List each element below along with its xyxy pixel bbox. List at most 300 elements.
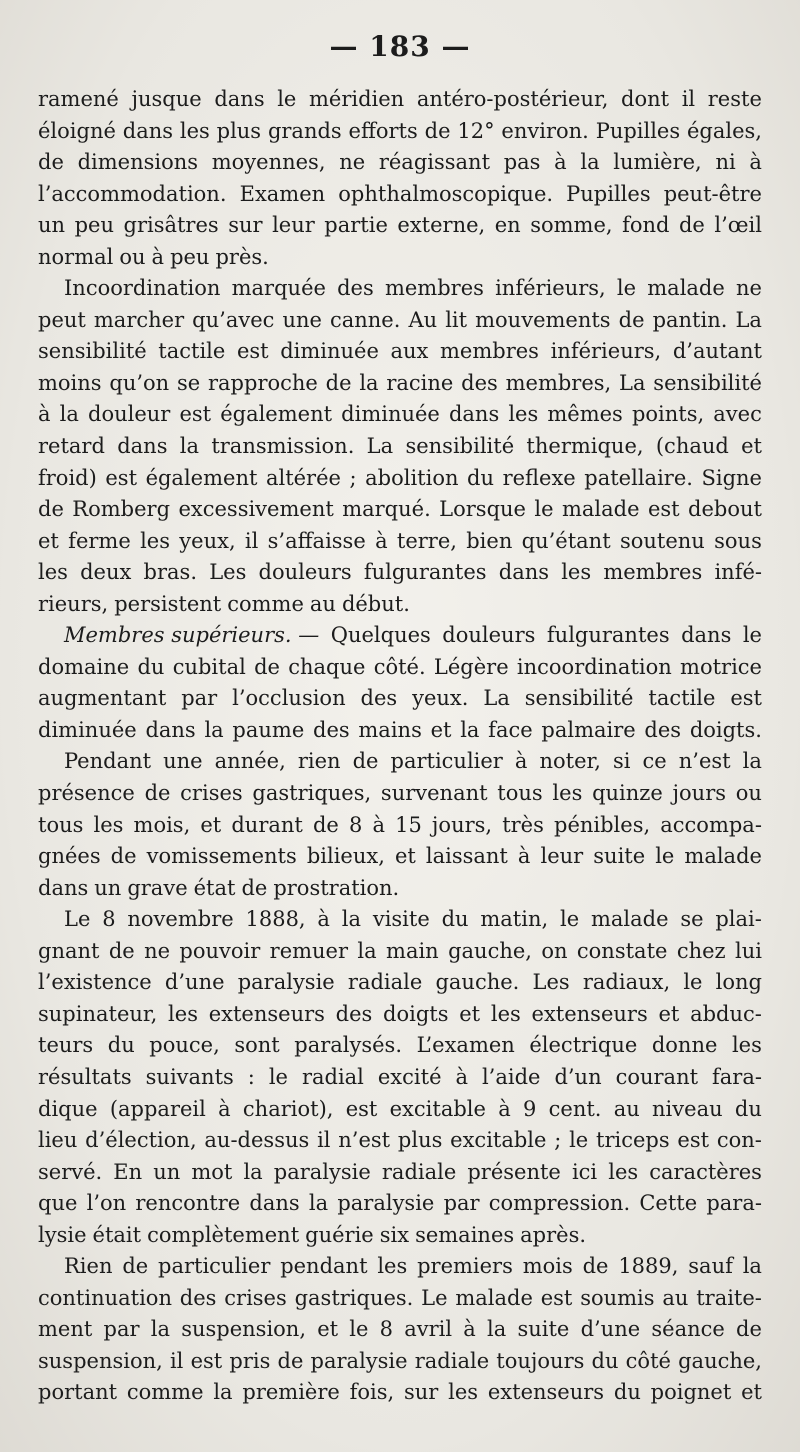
word: les [140,528,170,553]
word: le [569,1128,589,1153]
text-line [38,147,762,179]
text-line [38,1220,762,1252]
word: l’occlusion [232,686,346,711]
word: les [168,1001,198,1026]
text-line [38,873,762,905]
word: le [655,844,675,869]
text-line [38,242,762,274]
text-line [38,1125,762,1157]
word: En [113,1159,143,1184]
word: de [122,1254,149,1279]
word: abduc- [690,1001,762,1026]
word: pouvoir [179,938,261,963]
word: 1888, [245,907,306,932]
word: Romberg [72,497,171,522]
word: mois, [133,812,191,837]
word: sur [228,213,263,238]
word: Légère [433,654,509,679]
word: Incoordination [64,276,221,301]
word: Quelques [330,623,431,648]
text-line [38,620,762,652]
word: 9 [522,1096,537,1121]
word: paralysie [237,970,335,995]
word: également [220,402,333,427]
word: la [742,1254,762,1279]
word: et [38,528,59,553]
word: survenant [380,781,488,806]
word: de [424,118,451,143]
word: partie [324,213,388,238]
text-line [38,305,762,337]
word: au [613,1096,640,1121]
word: comme [227,591,304,616]
word: comme [126,1380,204,1405]
word: persistent [114,591,222,616]
word: Le [64,907,91,932]
word: et [741,434,762,459]
word: la [308,1191,329,1216]
word: reste [707,87,762,111]
word: que [38,1191,78,1216]
word: chez [676,938,726,963]
word: environ. [501,118,589,143]
text-line [38,810,762,842]
section-heading-italic: Membres supérieurs. — [64,623,320,648]
text-line [38,273,762,305]
word: des [360,686,398,711]
word: près. [215,244,269,269]
word: également [145,465,258,490]
text-line [38,841,762,873]
word: et [741,1380,762,1405]
word: soutenu [619,528,705,553]
word: dans [249,1191,300,1216]
word: ou [119,244,146,269]
word: membres [603,560,703,585]
word: pantin. [652,307,728,332]
word: Cette [639,1191,698,1216]
word: marqué. [342,497,431,522]
word: Lorsque [439,497,526,522]
word: noter, [539,749,601,774]
word: membres [440,339,539,364]
word: de [110,844,137,869]
word: l’œil [714,213,762,238]
word: du [467,465,495,490]
word: après. [520,1222,587,1247]
word: rencontre [135,1191,241,1216]
word: la [179,434,200,459]
word: sensibilité [653,370,762,395]
word: fulgurantes [363,560,487,585]
word: (chaud [655,434,729,459]
word: 8 [102,907,116,932]
page-number: — 183 — [329,30,471,63]
word: ramené [38,87,119,111]
word: long [715,970,762,995]
word: paume [232,717,305,742]
word: à [554,150,567,175]
word: les [93,812,124,837]
text-line [38,116,762,148]
word: malade [684,844,762,869]
word: pas [503,150,541,175]
word: dans [145,717,196,742]
word: augmentant [38,686,167,711]
word: ; [554,1128,562,1153]
word: les [38,560,68,585]
word: reflexe [502,465,576,490]
word: s’affaisse [267,528,366,553]
word: 15 [395,812,422,837]
word: d’autant [672,339,762,364]
text-line [38,1188,762,1220]
word: malade [647,276,725,301]
word: supinateur, [38,1001,158,1026]
word: transmission. [211,434,355,459]
word: d’élection, [85,1128,197,1153]
word: ici [571,1159,598,1184]
word: côté [625,1348,671,1373]
word: bilieux, [306,844,385,869]
word: est [345,1096,378,1121]
word: peut-être [663,181,762,206]
word: chariot), [242,1096,334,1121]
word: cent. [548,1096,602,1121]
word: excessivement [178,497,334,522]
word: la [243,1159,263,1184]
word: au [309,591,336,616]
word: membres, [505,370,612,395]
word: les [490,1001,521,1026]
word: La [619,370,646,395]
word: somme, [530,213,613,238]
word: diminuée [341,402,440,427]
text-line [38,1094,762,1126]
word: n’est [338,1128,391,1153]
word: tous [497,781,543,806]
text-line [38,1157,762,1189]
word: pendant [280,1254,368,1279]
word: pénibles, [554,812,651,837]
text-line [38,589,762,621]
word: égales, [686,118,762,143]
word: au-dessus [204,1128,310,1153]
word: et [658,1001,680,1026]
word: un [153,1159,181,1184]
word: malade [561,497,640,522]
word: servé. [38,1159,103,1184]
word: suite [517,1317,570,1342]
word: infé- [714,560,762,585]
word: de [582,1254,609,1279]
word: des [337,276,374,301]
word: lieu [38,1128,78,1153]
word: à [498,1096,511,1121]
word: une [163,749,203,774]
word: au [662,1285,689,1310]
word: ophthalmoscopique. [338,181,554,206]
word: Les [209,560,247,585]
word: est [105,465,138,490]
word: pouce, [149,1033,220,1058]
word: motrice [680,654,762,679]
word: marquée [231,276,326,301]
word: d’une [580,1317,641,1342]
word: prostration. [273,875,400,900]
word: radiale [381,1159,457,1184]
word: les [552,781,583,806]
word: durant [231,812,303,837]
word: bras. [143,560,198,585]
word: fulgurantes [546,623,670,648]
word: grands [267,118,342,143]
word: du [734,1096,762,1121]
word: leur [272,213,315,238]
word: niveau [652,1096,723,1121]
word: si [612,749,631,774]
word: guérie [305,1222,374,1247]
word: les [731,1033,762,1058]
word: grisâtres [123,213,219,238]
word: et [317,1317,339,1342]
word: palmaire [541,717,636,742]
body-text [38,84,762,1409]
word: l’accommodation. [38,181,227,206]
word: la [357,938,377,963]
word: qu’étant [521,528,611,553]
word: paralysés. [294,1033,403,1058]
text-line [38,652,762,684]
word: cubital [172,654,246,679]
word: le [559,907,580,932]
word: et [394,844,416,869]
word: mêmes [547,402,623,427]
word: Les [532,970,570,995]
word: excité [377,1064,442,1089]
word: du [441,907,469,932]
word: est [190,1348,223,1373]
word: fara- [712,1064,762,1089]
word: peut [38,307,86,332]
word: à [317,907,330,932]
text-line [38,999,762,1031]
text-line [38,399,762,431]
word: sur [404,1380,439,1405]
word: la [742,749,762,774]
word: les [608,1159,639,1184]
word: la [204,717,224,742]
word: un [94,875,122,900]
word: premiers [417,1254,513,1279]
word: dans [681,623,732,648]
word: la [150,1317,170,1342]
word: extenseurs [208,1001,325,1026]
word: à [455,1064,468,1089]
word: à [38,402,51,427]
word: électrique [529,1033,638,1058]
word: (appareil [109,1096,206,1121]
word: de [38,150,64,175]
word: altérée [265,465,341,490]
word: rapproche [208,370,318,395]
word: lit [445,307,468,332]
word: excitable [389,1096,486,1121]
word: incoordination [516,654,672,679]
word: La [366,434,394,459]
word: thermique, [526,434,644,459]
word: compression. [488,1191,631,1216]
word: dans [117,434,168,459]
word: des [313,717,350,742]
word: complètement [147,1222,300,1247]
word: le [683,970,703,995]
word: peu [170,244,210,269]
word: la [59,402,79,427]
word: donne [651,1033,718,1058]
word: du [137,654,165,679]
word: des [179,1285,217,1310]
word: Examen [239,181,326,206]
word: à [514,749,528,774]
word: des [644,717,682,742]
word: gastriques, [252,781,372,806]
word: poignet [650,1380,732,1405]
word: dans [214,87,265,111]
word: est [540,1285,573,1310]
word: le [616,276,637,301]
word: de [277,1348,304,1373]
word: marcher [93,307,185,332]
word: du [613,1380,641,1405]
word: dans [498,560,550,585]
word: semaines [415,1222,515,1247]
word: malade [455,1285,533,1310]
word: réagissant [378,150,491,175]
word: des [335,1001,373,1026]
word: traite- [696,1285,762,1310]
word: retard [38,434,105,459]
word: l’existence [38,970,152,995]
word: éloigné [38,118,116,143]
word: sensibilité [405,434,515,459]
word: qu’avec [192,307,275,332]
word: ferme [68,528,131,553]
word: grave [127,875,188,900]
word: n’est [678,749,731,774]
text-line [38,463,762,495]
word: mains [358,717,422,742]
word: douleur [88,402,171,427]
word: crises [224,1285,287,1310]
word: plus [397,1128,443,1153]
word: on [541,938,568,963]
word: excitable [450,1128,547,1153]
word: il [317,1128,331,1153]
text-line [38,936,762,968]
word: caractères [649,1159,762,1184]
word: en [494,213,521,238]
word: inférieurs, [495,276,606,301]
word: novembre [127,907,234,932]
word: La [735,307,762,332]
word: radiaux, [582,970,671,995]
word: suite [593,844,646,869]
text-line [38,557,762,589]
word: moyennes, [211,150,326,175]
word: fois, [349,1380,395,1405]
word: gastriques. [294,1285,414,1310]
word: ni [715,150,736,175]
word: des [461,370,498,395]
word: ne [736,276,762,301]
word: Au [408,307,438,332]
word: fond [622,213,670,238]
word: dans [122,118,174,143]
word: leur [540,844,584,869]
word: soumis [580,1285,655,1310]
word: ment [38,1317,93,1342]
word: teurs [38,1033,94,1058]
word: tactile [648,686,716,711]
word: lumière, [613,150,702,175]
word: il [169,1348,184,1373]
word: de [108,938,135,963]
word: un [38,213,66,238]
word: 12° [457,118,495,143]
word: année, [214,749,286,774]
word: extenseurs [487,1380,605,1405]
text-line [38,526,762,558]
word: le [349,1317,369,1342]
word: accompa- [660,812,762,837]
word: est [677,1128,710,1153]
word: présente [467,1159,561,1184]
word: la [341,907,362,932]
word: con- [716,1128,762,1153]
word: se [176,370,201,395]
word: tactile [158,339,226,364]
word: extenseurs [531,1001,648,1026]
word: de [736,1317,762,1342]
word: gnées [38,844,101,869]
word: diminuée [38,717,137,742]
word: et [430,717,452,742]
word: la [580,150,600,175]
word: toujours [496,1348,585,1373]
word: gnant [38,938,100,963]
word: de [241,875,268,900]
word: radiale [347,970,423,995]
word: face [488,717,533,742]
word: abolition [365,465,459,490]
word: est [179,402,212,427]
text-line [38,368,762,400]
word: patellaire. [584,465,693,490]
word: paralysie [273,1159,371,1184]
word: six [379,1222,410,1247]
word: l’aide [481,1064,541,1089]
word: avec [713,402,762,427]
word: normal [38,244,114,269]
word: visite [372,907,430,932]
word: d’un [554,1064,602,1089]
text-line [38,1346,762,1378]
word: est [236,339,269,364]
word: sous [714,528,762,553]
word: lui [734,938,762,963]
word: triceps [596,1128,670,1153]
